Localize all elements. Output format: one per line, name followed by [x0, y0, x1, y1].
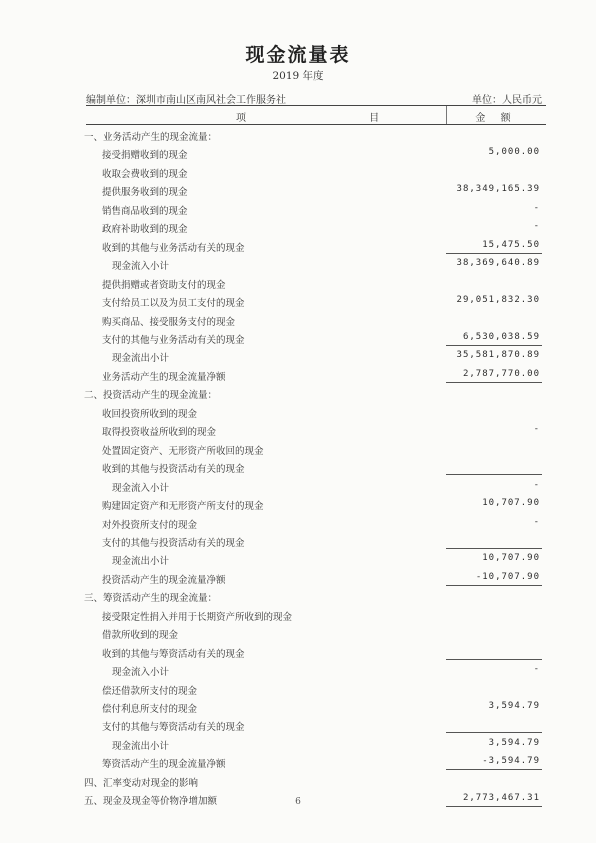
table-row	[0, 644, 596, 660]
row-label: 偿还借款所支付的现金	[102, 685, 198, 697]
row-label: 现金流出小计	[112, 353, 170, 365]
row-label: 现金流出小计	[112, 556, 170, 568]
row-amount: 10,707.90	[482, 553, 540, 564]
row-label: 支付的其他与投资活动有关的现金	[102, 537, 245, 549]
row-label: 现金流入小计	[112, 261, 170, 273]
row-amount: 15,475.50	[482, 239, 540, 250]
table-row	[0, 441, 596, 457]
row-label: 四、汇率变动对现金的影响	[84, 777, 199, 789]
row-label: 筹资活动产生的现金流量净额	[102, 759, 226, 771]
row-amount: 38,369,640.89	[456, 258, 540, 269]
amount-underline	[446, 474, 542, 475]
row-amount: -	[533, 479, 540, 490]
table-row	[0, 145, 596, 161]
table-row	[0, 275, 596, 291]
amount-underline	[446, 659, 542, 660]
row-amount: -	[533, 221, 540, 232]
row-label: 业务活动产生的现金流量净额	[102, 371, 226, 383]
row-label: 支付给员工以及为员工支付的现金	[102, 298, 245, 309]
table-row	[0, 588, 596, 604]
row-label: 收到的其他与业务活动有关的现金	[102, 242, 245, 254]
row-amount: -	[533, 424, 540, 435]
row-label: 一、业务活动产生的现金流量：	[84, 132, 218, 143]
table-row	[0, 533, 596, 549]
table-row	[0, 773, 596, 789]
row-label: 购买商品、接受服务支付的现金	[102, 316, 236, 328]
column-separator	[446, 106, 447, 124]
row-label: 收到的其他与筹资活动有关的现金	[102, 648, 245, 660]
table-row	[0, 293, 596, 309]
report-year: 2019 年度	[272, 70, 324, 82]
row-amount: -	[533, 202, 540, 213]
amount-underline	[446, 253, 542, 254]
row-amount: -10,707.90	[475, 571, 540, 582]
row-amount: -	[533, 516, 540, 527]
row-amount: 10,707.90	[482, 498, 540, 508]
table-header	[86, 108, 546, 122]
row-label: 偿付利息所支付的现金	[102, 703, 198, 715]
page-title: 现金流量表	[245, 44, 351, 66]
row-label: 提供捐赠或者资助支付的现金	[102, 279, 226, 291]
column-header-item: 项 目	[236, 113, 440, 124]
table-row	[0, 717, 596, 733]
row-amount: 3,594.79	[488, 737, 540, 748]
row-label: 二、投资活动产生的现金流量：	[84, 390, 218, 402]
unit-row	[86, 89, 546, 105]
row-amount: 29,051,832.30	[456, 295, 540, 305]
amount-underline	[446, 548, 542, 549]
table-row	[0, 201, 596, 217]
row-label: 接受捐赠收到的现金	[102, 150, 188, 162]
row-label: 支付的其他与业务活动有关的现金	[102, 334, 245, 346]
row-label: 销售商品收到的现金	[102, 205, 188, 217]
row-amount: 2,787,770.00	[462, 368, 540, 379]
table-row	[0, 164, 596, 180]
table-row	[0, 422, 596, 438]
currency-unit: 单位：人民币元	[472, 95, 542, 106]
row-label: 投资活动产生的现金流量净额	[102, 574, 226, 586]
table-row	[0, 330, 596, 346]
table-row	[0, 348, 596, 364]
row-label: 收回投资所收到的现金	[102, 408, 198, 420]
table-row	[0, 699, 596, 715]
amount-underline	[446, 345, 542, 346]
table-row	[0, 312, 596, 328]
row-label: 对外投资所支付的现金	[102, 519, 198, 531]
row-label: 借款所收到的现金	[102, 630, 179, 642]
table-row	[0, 127, 596, 143]
row-label: 三、筹资活动产生的现金流量：	[84, 593, 218, 605]
table-row	[0, 570, 596, 586]
amount-underline	[446, 732, 542, 733]
row-label: 现金流出小计	[112, 740, 170, 752]
row-label: 购建固定资产和无形资产所支付的现金	[102, 501, 264, 512]
row-amount: 5,000.00	[488, 147, 540, 158]
table-row	[0, 515, 596, 531]
row-amount: 35,581,870.89	[456, 350, 540, 361]
table-row	[0, 736, 596, 752]
table-row	[0, 367, 596, 383]
row-amount: 38,349,165.39	[456, 184, 540, 195]
table-row	[0, 681, 596, 697]
table-row	[0, 385, 596, 401]
row-label: 接受限定性捐入并用于长期资产所收到的现金	[102, 611, 293, 623]
page-number: 6	[295, 797, 301, 807]
column-header-amount: 金 额	[475, 113, 517, 124]
amount-underline	[446, 769, 542, 770]
table-row	[0, 256, 596, 272]
table-row	[0, 182, 596, 198]
header-rule-bottom	[86, 124, 546, 125]
row-amount: 2,773,467.31	[462, 793, 540, 804]
row-label: 取得投资收益所收到的现金	[102, 427, 217, 439]
row-label: 支付的其他与筹资活动有关的现金	[102, 722, 245, 734]
table-row	[0, 238, 596, 254]
table-row	[0, 754, 596, 770]
row-label: 现金流入小计	[112, 667, 170, 678]
row-amount: -	[533, 664, 540, 674]
row-label: 现金流入小计	[112, 482, 170, 494]
row-label: 五、现金及现金等价物净增加额	[84, 796, 218, 808]
table-row	[0, 459, 596, 475]
table-row	[0, 404, 596, 420]
table-row	[0, 662, 596, 678]
table-row	[0, 551, 596, 567]
row-amount: 6,530,038.59	[462, 331, 540, 342]
amount-underline	[446, 382, 542, 383]
table-row	[0, 478, 596, 494]
table-row	[0, 625, 596, 641]
row-label: 提供服务收到的现金	[102, 187, 188, 199]
table-row	[0, 219, 596, 235]
table-row	[0, 607, 596, 623]
row-amount: -3,594.79	[482, 756, 540, 767]
row-amount: 3,594.79	[488, 700, 540, 711]
reporting-entity: 编制单位：深圳市南山区南风社会工作服务社	[86, 95, 286, 106]
row-label: 处置固定资产、无形资产所收回的现金	[102, 445, 264, 457]
table-row	[0, 496, 596, 512]
row-label: 收取会费收到的现金	[102, 168, 188, 180]
row-label: 收到的其他与投资活动有关的现金	[102, 464, 245, 476]
amount-underline	[446, 585, 542, 586]
row-label: 政府补助收到的现金	[102, 224, 188, 236]
header-rule-top	[86, 105, 546, 106]
